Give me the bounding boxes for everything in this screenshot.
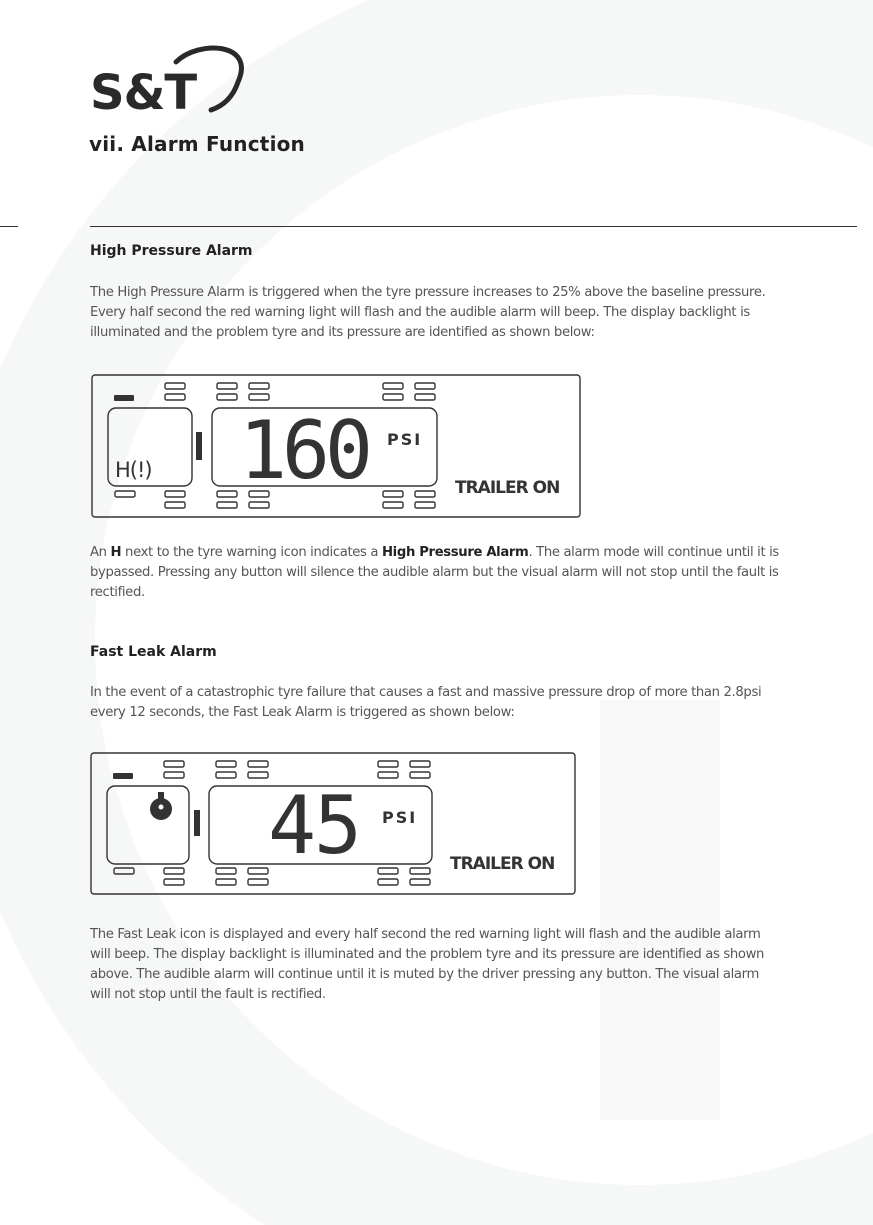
fast-leak-unit: PSI (382, 808, 418, 827)
high-pressure-status: TRAILER ON (455, 478, 560, 498)
high-pressure-intro: The High Pressure Alarm is triggered when the tyre pressure increases to 25% above the baseline pressure. Every half second the red warning light will flash and the audible alarm will beep. The display backlight is illuminated and the problem tyre and its pressure are identified as shown below: (90, 285, 766, 340)
brand-logo (88, 42, 248, 117)
high-pressure-value: 160 (239, 404, 379, 497)
fast-leak-intro: In the event of a catastrophic tyre failure that causes a fast and massive pressure drop of more than 2.8psi every 12 seconds, the Fast Leak Alarm is triggered as shown below: (90, 685, 762, 720)
logo-text: S&T (90, 65, 197, 117)
high-pressure-heading: High Pressure Alarm (90, 243, 253, 259)
margin-mark (0, 226, 18, 227)
fast-leak-status: TRAILER ON (450, 854, 555, 874)
fast-leak-value: 45 (268, 779, 368, 872)
high-pressure-unit: PSI (387, 430, 423, 449)
fast-leak-note: The Fast Leak icon is displayed and every half second the red warning light will flash and the audible alarm will beep. The display backlight is illuminated and the problem tyre and its pressure are identified as shown above. The audible alarm will continue until it is muted by the driver pressing any button. The visual alarm will not stop until the fault is rectified. (90, 927, 765, 1002)
page-title: vii. Alarm Function (89, 132, 305, 156)
high-pressure-tyre-icon: H(!) (115, 458, 152, 482)
high-pressure-note: An H next to the tyre warning icon indicates a High Pressure Alarm. The alarm mode will continue until it is bypassed. Pressing any button will silence the audible alarm but the visual alarm will not stop until the fault is rectified. (90, 545, 779, 600)
header-divider (90, 226, 857, 227)
fast-leak-heading: Fast Leak Alarm (90, 644, 217, 660)
fast-leak-display (90, 752, 580, 897)
high-pressure-display (91, 374, 581, 519)
fast-leak-icon (150, 792, 172, 820)
